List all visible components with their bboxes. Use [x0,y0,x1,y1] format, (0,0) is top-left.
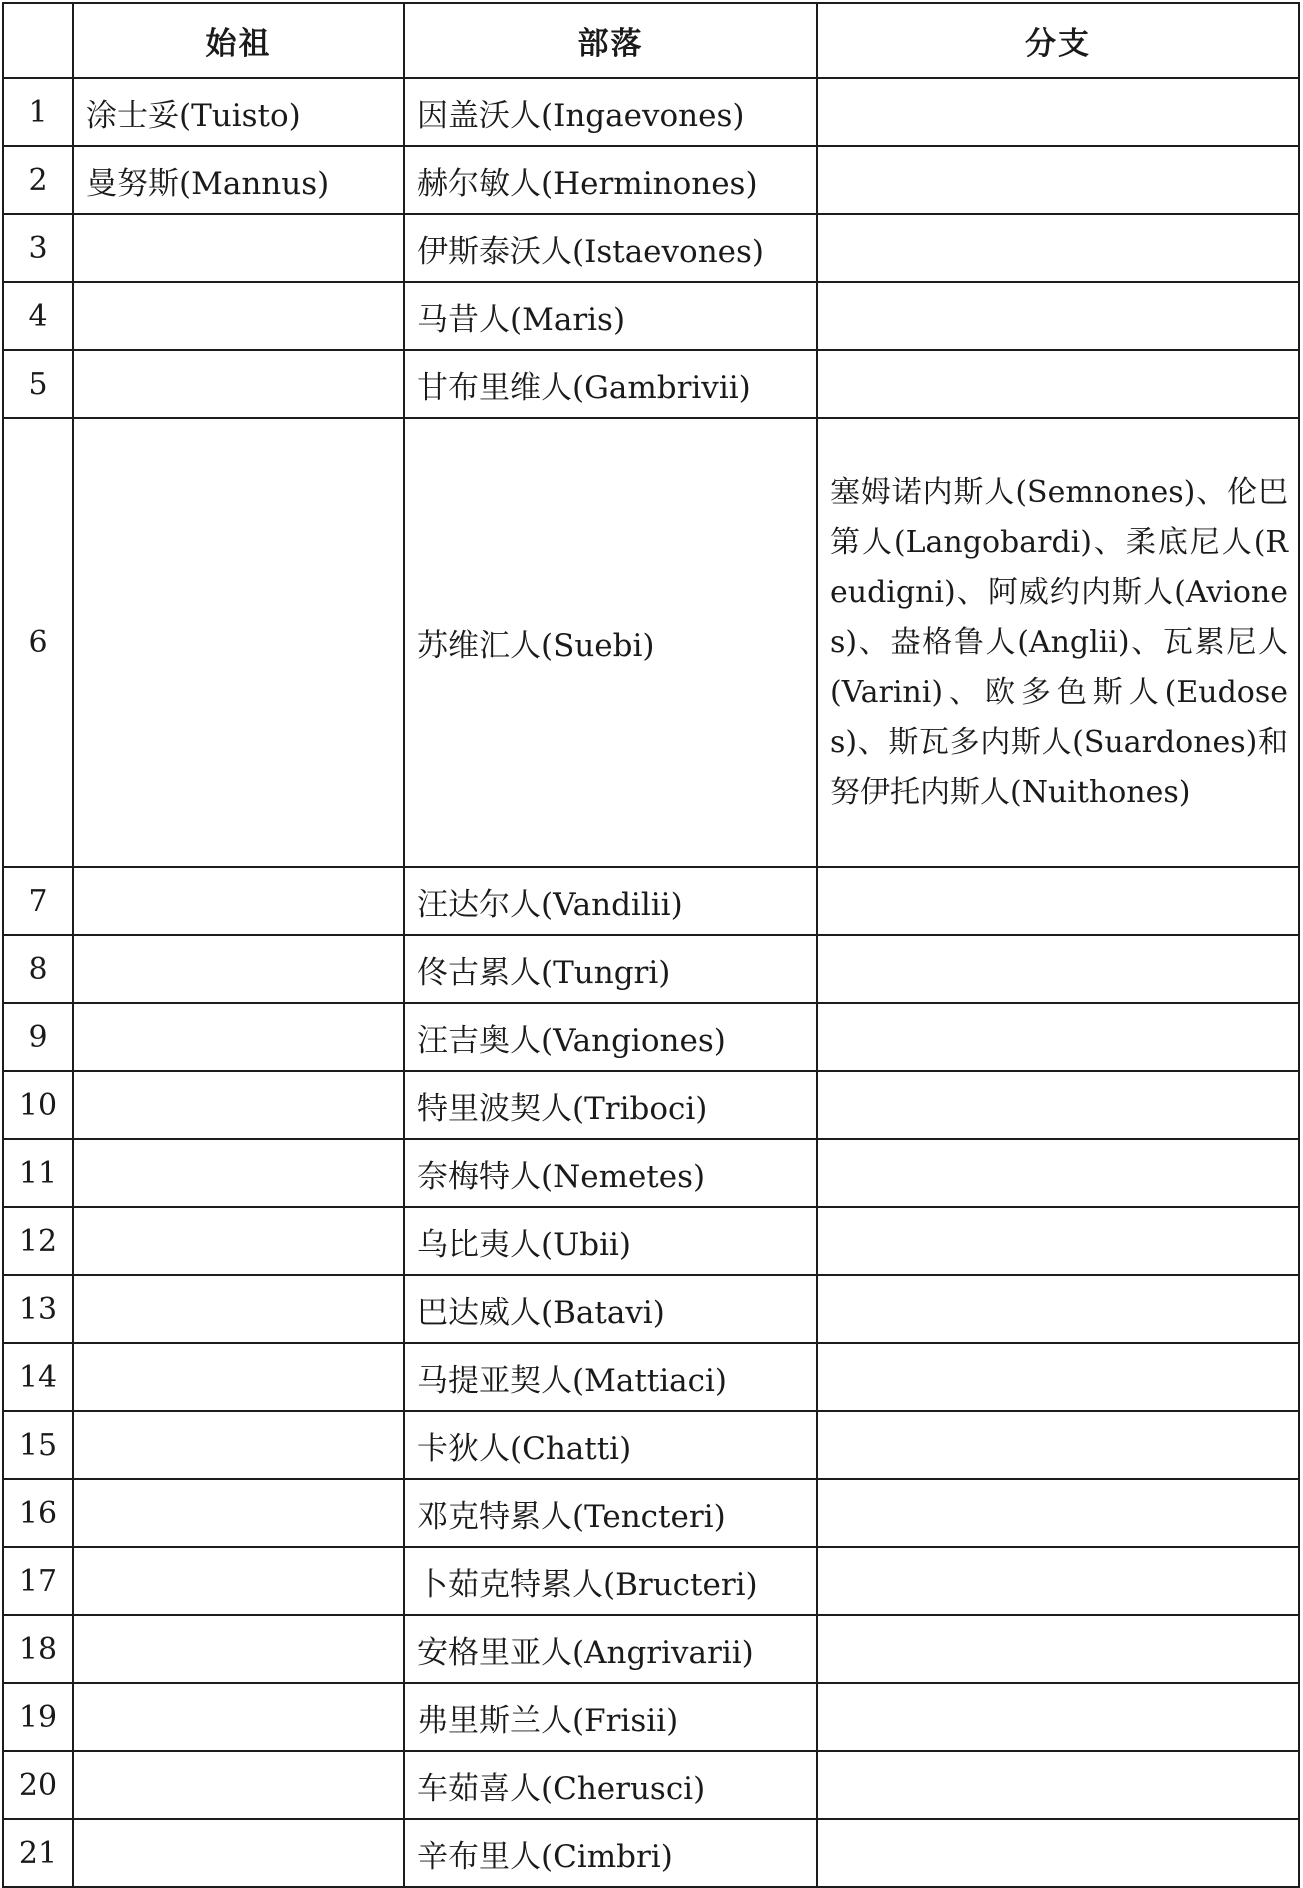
ancestor-cell [73,1683,404,1751]
row-number-cell: 14 [3,1343,73,1411]
row-number-cell: 4 [3,282,73,350]
table-row [3,78,1299,146]
table-row [3,1411,1299,1479]
tribe-cell: 汪达尔人(Vandilii) [404,867,817,935]
ancestor-cell [73,282,404,350]
table-body [3,78,1299,1887]
branches-cell [817,935,1299,1003]
table-row [3,146,1299,214]
ancestor-cell [73,1479,404,1547]
branches-cell [817,350,1299,418]
branches-cell [817,1003,1299,1071]
branches-cell [817,1207,1299,1275]
row-number-cell: 21 [3,1819,73,1887]
branches-cell [817,1751,1299,1819]
branches-cell [817,146,1299,214]
ancestor-cell [73,1343,404,1411]
table-row [3,1547,1299,1615]
branches-cell [817,1343,1299,1411]
tribe-cell: 卡狄人(Chatti) [404,1411,817,1479]
row-number-cell: 7 [3,867,73,935]
header-index [3,3,73,78]
row-number-cell: 5 [3,350,73,418]
row-number-cell: 18 [3,1615,73,1683]
row-number-cell: 11 [3,1139,73,1207]
ancestor-cell [73,418,404,867]
branches-cell [817,282,1299,350]
tribe-cell: 奈梅特人(Nemetes) [404,1139,817,1207]
table-row [3,1275,1299,1343]
header-row [3,3,1299,78]
tribe-cell: 邓克特累人(Tencteri) [404,1479,817,1547]
row-number-cell: 8 [3,935,73,1003]
ancestor-cell [73,1615,404,1683]
table-row [3,867,1299,935]
table-row [3,1819,1299,1887]
branches-cell [817,1479,1299,1547]
branches-cell [817,1071,1299,1139]
ancestor-cell [73,1071,404,1139]
row-number-cell: 2 [3,146,73,214]
branches-cell [817,78,1299,146]
tribe-cell: 巴达威人(Batavi) [404,1275,817,1343]
tribe-cell: 伊斯泰沃人(Istaevones) [404,214,817,282]
header-tribe: 部落 [404,3,817,78]
table-row [3,1139,1299,1207]
table-row [3,418,1299,867]
branches-cell [817,1615,1299,1683]
tribe-cell: 苏维汇人(Suebi) [404,418,817,867]
ancestor-cell [73,350,404,418]
row-number-cell: 13 [3,1275,73,1343]
tribe-cell: 车茹喜人(Cherusci) [404,1751,817,1819]
header-branches: 分支 [817,3,1299,78]
tribe-cell: 马昔人(Maris) [404,282,817,350]
tribe-cell: 马提亚契人(Mattiaci) [404,1343,817,1411]
table-row [3,1207,1299,1275]
table-row [3,1615,1299,1683]
tribe-cell: 特里波契人(Triboci) [404,1071,817,1139]
tribes-table [2,2,1300,1888]
tribe-cell: 乌比夷人(Ubii) [404,1207,817,1275]
ancestor-cell [73,1751,404,1819]
branches-cell [817,214,1299,282]
branches-cell [817,867,1299,935]
tribe-cell: 佟古累人(Tungri) [404,935,817,1003]
row-number-cell: 16 [3,1479,73,1547]
ancestor-cell [73,935,404,1003]
tribe-cell: 因盖沃人(Ingaevones) [404,78,817,146]
ancestor-cell [73,1547,404,1615]
table-row [3,282,1299,350]
row-number-cell: 12 [3,1207,73,1275]
tribe-cell: 卜茹克特累人(Bructeri) [404,1547,817,1615]
table-row [3,1751,1299,1819]
row-number-cell: 10 [3,1071,73,1139]
ancestor-cell [73,1207,404,1275]
tribe-cell: 赫尔敏人(Herminones) [404,146,817,214]
table-row [3,1683,1299,1751]
branches-cell [817,1683,1299,1751]
branches-cell [817,1411,1299,1479]
row-number-cell: 9 [3,1003,73,1071]
ancestor-cell [73,1275,404,1343]
ancestor-cell [73,1003,404,1071]
row-number-cell: 17 [3,1547,73,1615]
header-ancestor: 始祖 [73,3,404,78]
ancestor-cell [73,214,404,282]
table-row [3,1343,1299,1411]
row-number-cell: 20 [3,1751,73,1819]
row-number-cell: 1 [3,78,73,146]
branches-cell [817,1139,1299,1207]
tribe-cell: 弗里斯兰人(Frisii) [404,1683,817,1751]
ancestor-cell: 曼努斯(Mannus) [73,146,404,214]
tribe-cell: 辛布里人(Cimbri) [404,1819,817,1887]
table-row [3,935,1299,1003]
branches-cell [817,1547,1299,1615]
tribe-cell: 安格里亚人(Angrivarii) [404,1615,817,1683]
row-number-cell: 19 [3,1683,73,1751]
table-row [3,1003,1299,1071]
branches-cell [817,1275,1299,1343]
tribe-cell: 甘布里维人(Gambrivii) [404,350,817,418]
ancestor-cell [73,867,404,935]
ancestor-cell [73,1139,404,1207]
row-number-cell: 3 [3,214,73,282]
table-row [3,1479,1299,1547]
row-number-cell: 15 [3,1411,73,1479]
row-number-cell: 6 [3,418,73,867]
ancestor-cell [73,1411,404,1479]
ancestor-cell [73,1819,404,1887]
ancestor-cell: 涂士妥(Tuisto) [73,78,404,146]
table-row [3,214,1299,282]
tribe-cell: 汪吉奥人(Vangiones) [404,1003,817,1071]
branches-cell [817,1819,1299,1887]
table-row [3,350,1299,418]
branches-cell: 塞姆诺内斯人(Semnones)、伦巴第人(Langobardi)、柔底尼人(Reudigni)、阿威约内斯人(Aviones)、盎格鲁人(Anglii)、瓦累尼人(Varini)、欧多色斯人(Eudoses)、斯瓦多内斯人(Suardones)和努伊托内斯人(Nuithones) [817,418,1299,867]
table-row [3,1071,1299,1139]
